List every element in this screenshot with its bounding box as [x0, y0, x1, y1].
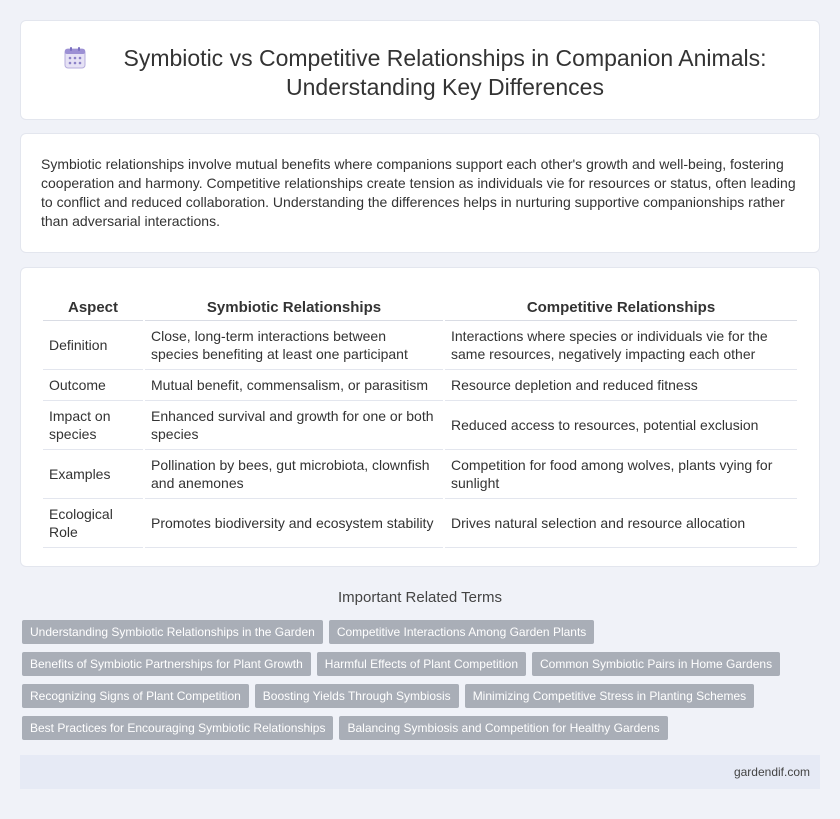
- row-competitive: Interactions where species or individuals vie for the same resources, negatively impacting each other: [445, 321, 797, 370]
- row-competitive: Drives natural selection and resource allocation: [445, 499, 797, 548]
- related-terms-list: [22, 620, 822, 748]
- header-aspect: Aspect: [43, 296, 143, 321]
- table-header-row: [43, 296, 797, 321]
- related-term-tag[interactable]: Common Symbiotic Pairs in Home Gardens: [532, 652, 780, 676]
- related-term-tag[interactable]: Harmful Effects of Plant Competition: [317, 652, 526, 676]
- table-row: [43, 499, 797, 548]
- row-aspect: Definition: [43, 321, 143, 370]
- related-term-tag[interactable]: Best Practices for Encouraging Symbiotic Relationships: [22, 716, 333, 740]
- row-symbiotic: Pollination by bees, gut microbiota, clownfish and anemones: [145, 450, 443, 499]
- table-row: [43, 450, 797, 499]
- row-competitive: Resource depletion and reduced fitness: [445, 370, 797, 401]
- footer-bar: [20, 755, 820, 789]
- row-symbiotic: Enhanced survival and growth for one or both species: [145, 401, 443, 450]
- related-term-tag[interactable]: Balancing Symbiosis and Competition for Healthy Gardens: [339, 716, 667, 740]
- related-term-tag[interactable]: Recognizing Signs of Plant Competition: [22, 684, 249, 708]
- row-competitive: Competition for food among wolves, plants vying for sunlight: [445, 450, 797, 499]
- related-term-tag[interactable]: Benefits of Symbiotic Partnerships for Plant Growth: [22, 652, 311, 676]
- row-aspect: Impact on species: [43, 401, 143, 450]
- table-row: [43, 321, 797, 370]
- row-symbiotic: Mutual benefit, commensalism, or parasitism: [145, 370, 443, 401]
- row-aspect: Examples: [43, 450, 143, 499]
- related-term-tag[interactable]: Minimizing Competitive Stress in Planting Schemes: [465, 684, 754, 708]
- row-competitive: Reduced access to resources, potential exclusion: [445, 401, 797, 450]
- related-term-tag[interactable]: Understanding Symbiotic Relationships in the Garden: [22, 620, 323, 644]
- footer-site-link[interactable]: gardendif.com: [733, 765, 810, 779]
- intro-paragraph: Symbiotic relationships involve mutual benefits where companions support each other's growth and well-being, fostering cooperation and harmony. Competitive relationships create tension as individuals vie for resources or status, often leading to conflict and reduced collaboration. Understanding the differences helps in nurturing supportive companionships rather than adversarial interactions.: [41, 156, 796, 229]
- intro-card: [20, 133, 820, 253]
- row-symbiotic: Close, long-term interactions between species benefiting at least one participant: [145, 321, 443, 370]
- header-competitive: Competitive Relationships: [445, 296, 797, 321]
- tag-row: [22, 684, 822, 708]
- related-terms-title: Important Related Terms: [338, 589, 502, 606]
- comparison-table: [41, 296, 799, 548]
- page-title: Symbiotic vs Competitive Relationships in Companion Animals: Understanding Key Differences: [123, 45, 767, 100]
- tag-row: [22, 716, 822, 740]
- row-aspect: Ecological Role: [43, 499, 143, 548]
- related-term-tag[interactable]: Competitive Interactions Among Garden Plants: [329, 620, 594, 644]
- related-term-tag[interactable]: Boosting Yields Through Symbiosis: [255, 684, 459, 708]
- table-row: [43, 370, 797, 401]
- header-card: [20, 20, 820, 120]
- row-aspect: Outcome: [43, 370, 143, 401]
- table-row: [43, 401, 797, 450]
- comparison-card: [20, 267, 820, 567]
- row-symbiotic: Promotes biodiversity and ecosystem stability: [145, 499, 443, 548]
- header-symbiotic: Symbiotic Relationships: [145, 296, 443, 321]
- tag-row: [22, 652, 822, 676]
- tag-row: [22, 620, 822, 644]
